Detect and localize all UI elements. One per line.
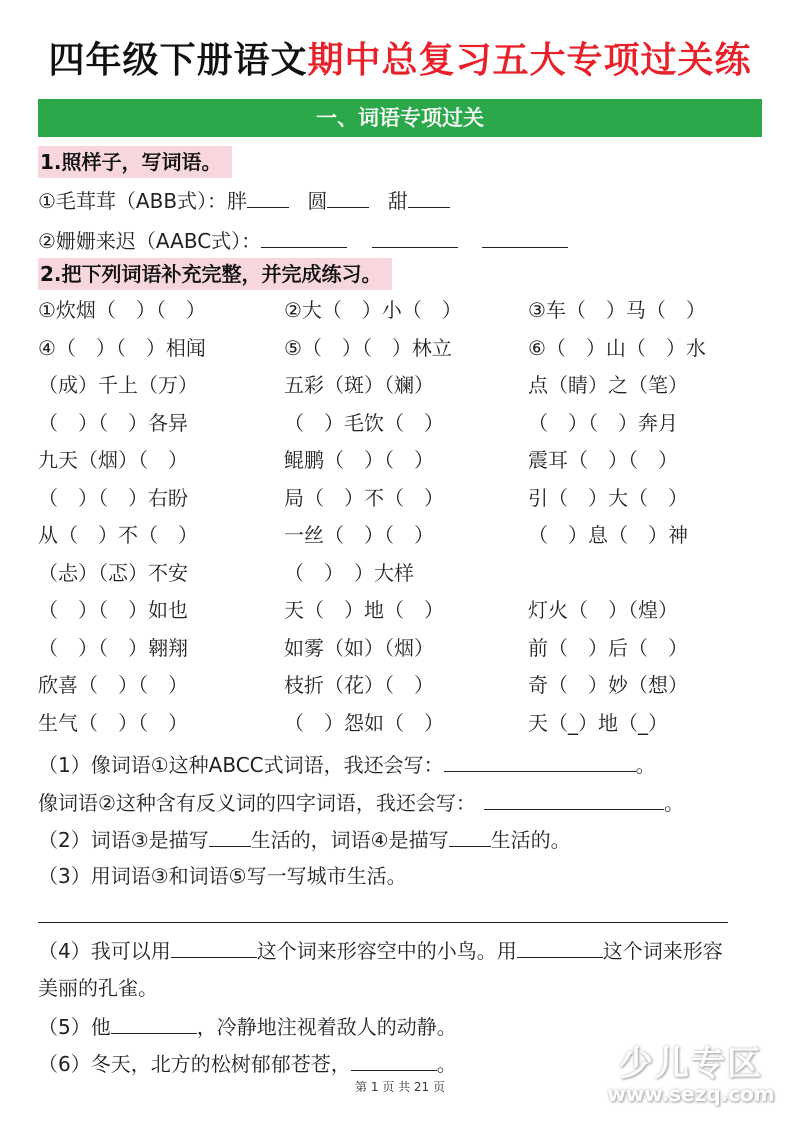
word-item: 天（ ）地（ ） <box>284 598 444 622</box>
word-item: 九天（烟）（ ） <box>38 448 188 472</box>
blank-q6[interactable] <box>351 1048 437 1071</box>
blank-q2-1[interactable] <box>209 824 251 847</box>
section1-heading: 1.照样子，写词语。 <box>38 146 232 178</box>
question-1b <box>38 787 684 818</box>
q1b-text: 像词语②这种含有反义词的四字词语，我还会写： <box>38 791 476 815</box>
word-item: 从（ ）不（ ） <box>38 523 198 547</box>
word-item: ⑥（ ）山（ ）水 <box>528 335 706 360</box>
title-part-red: 期中总复习五大专项过关练 <box>307 40 752 81</box>
blank-q4-1[interactable] <box>171 935 257 958</box>
section1-q1 <box>38 185 450 216</box>
q2c-text: 生活的。 <box>490 828 571 852</box>
word-item: 如雾（如）（烟） <box>284 635 434 660</box>
blank-pang[interactable] <box>247 185 289 208</box>
page-title <box>0 38 800 84</box>
page-footer: 第 1 页 共 21 页 <box>355 1080 445 1094</box>
word-item: （ ）息（ ）神 <box>528 523 688 547</box>
blank-q2-2[interactable] <box>449 824 491 847</box>
question-4 <box>38 935 723 966</box>
word-item: 奇（ ）妙（想） <box>528 673 688 697</box>
word-item: 五彩（斑）（斓） <box>284 373 434 397</box>
watermark-name: 少儿专区 <box>619 1044 763 1084</box>
word-item: 天（_）地（_） <box>528 710 668 735</box>
word-item: 鲲鹏（ ）（ ） <box>284 448 434 472</box>
q1b-end: 。 <box>663 791 684 815</box>
q5b-text: ，冷静地注视着敌人的动静。 <box>196 1015 457 1039</box>
blank-yuan[interactable] <box>327 185 369 208</box>
word-item: 枝折（花）（ ） <box>284 673 434 697</box>
word-item: （ ）（ ）右盼 <box>38 485 188 510</box>
q6b-text: 。 <box>436 1052 457 1076</box>
q4c-text: 这个词来形容 <box>602 939 723 963</box>
blank-q1a[interactable] <box>444 749 636 772</box>
word-item: （ ）（ ）各异 <box>38 410 188 435</box>
question-3: （3）用词语③和词语⑤写一写城市生活。 <box>38 864 407 888</box>
blank-tian[interactable] <box>408 185 450 208</box>
word-item: ⑤（ ）（ ）林立 <box>284 335 452 360</box>
q1-c-label: 甜 <box>387 189 408 213</box>
word-item: 生气（ ）（ ） <box>38 710 188 735</box>
word-item: 一丝（ ）（ ） <box>284 523 434 547</box>
q6a-text: （6）冬天，北方的松树郁郁苍苍， <box>38 1052 351 1076</box>
q2b-text: 生活的，词语④是描写 <box>250 828 449 852</box>
watermark-url: www.sezq.com <box>607 1082 775 1106</box>
blank-aabc-2[interactable] <box>372 225 458 248</box>
blank-q4-2[interactable] <box>517 935 603 958</box>
word-item: （ ）怨如（ ） <box>284 710 444 735</box>
q4a-text: （4）我可以用 <box>38 939 171 963</box>
word-item: （ ） ）大样 <box>284 560 414 585</box>
word-item: 震耳（ ）（ ） <box>528 448 678 472</box>
word-item: （忐）（忑）不安 <box>38 560 188 585</box>
word-item: 灯火（ ）（煌） <box>528 598 678 622</box>
answer-line-q3[interactable] <box>38 922 728 923</box>
question-5 <box>38 1011 457 1042</box>
word-item: 局（ ）不（ ） <box>284 485 444 510</box>
word-item: （ ）（ ）奔月 <box>528 410 678 435</box>
word-item: ②大（ ）小（ ） <box>284 298 462 322</box>
word-item: 前（ ）后（ ） <box>528 635 688 660</box>
q5a-text: （5）他 <box>38 1015 111 1039</box>
q1a-text: （1）像词语①这种ABCC式词语，我还会写： <box>38 753 444 777</box>
section-banner: 一、词语专项过关 <box>38 99 762 137</box>
word-item: 引（ ）大（ ） <box>528 485 688 510</box>
word-item: （ ）（ ）如也 <box>38 598 188 622</box>
title-part-black: 四年级下册语文 <box>48 40 308 81</box>
blank-q1b[interactable] <box>484 787 664 810</box>
question-2 <box>38 824 571 855</box>
question-4-cont: 美丽的孔雀。 <box>38 976 158 1000</box>
word-item: 点（睛）之（笔） <box>528 373 688 397</box>
word-item: 欣喜（ ）（ ） <box>38 673 188 697</box>
q1-label: ①毛茸茸（ABB式）：胖 <box>38 189 248 213</box>
word-item: ④（ ）（ ）相闻 <box>38 335 206 360</box>
q1-b-label: 圆 <box>307 189 328 213</box>
word-item: （ ）（ ）翱翔 <box>38 635 188 660</box>
word-item: ①炊烟（ ）（ ） <box>38 298 206 322</box>
section1-q2 <box>38 225 568 256</box>
word-item: ③车（ ）马（ ） <box>528 298 706 322</box>
question-1a <box>38 749 656 780</box>
question-6 <box>38 1048 457 1079</box>
section2-heading: 2.把下列词语补充完整，并完成练习。 <box>38 258 392 290</box>
blank-aabc-3[interactable] <box>482 225 568 248</box>
word-item: （ ）毛饮（ ） <box>284 410 444 435</box>
q1a-end: 。 <box>635 753 656 777</box>
blank-aabc-1[interactable] <box>261 225 347 248</box>
q2-label: ②姗姗来迟（AABC式）： <box>38 229 262 253</box>
q2a-text: （2）词语③是描写 <box>38 828 209 852</box>
q4b-text: 这个词来形容空中的小鸟。用 <box>256 939 517 963</box>
blank-q5[interactable] <box>111 1011 197 1034</box>
word-item: （成）千上（万） <box>38 373 198 397</box>
